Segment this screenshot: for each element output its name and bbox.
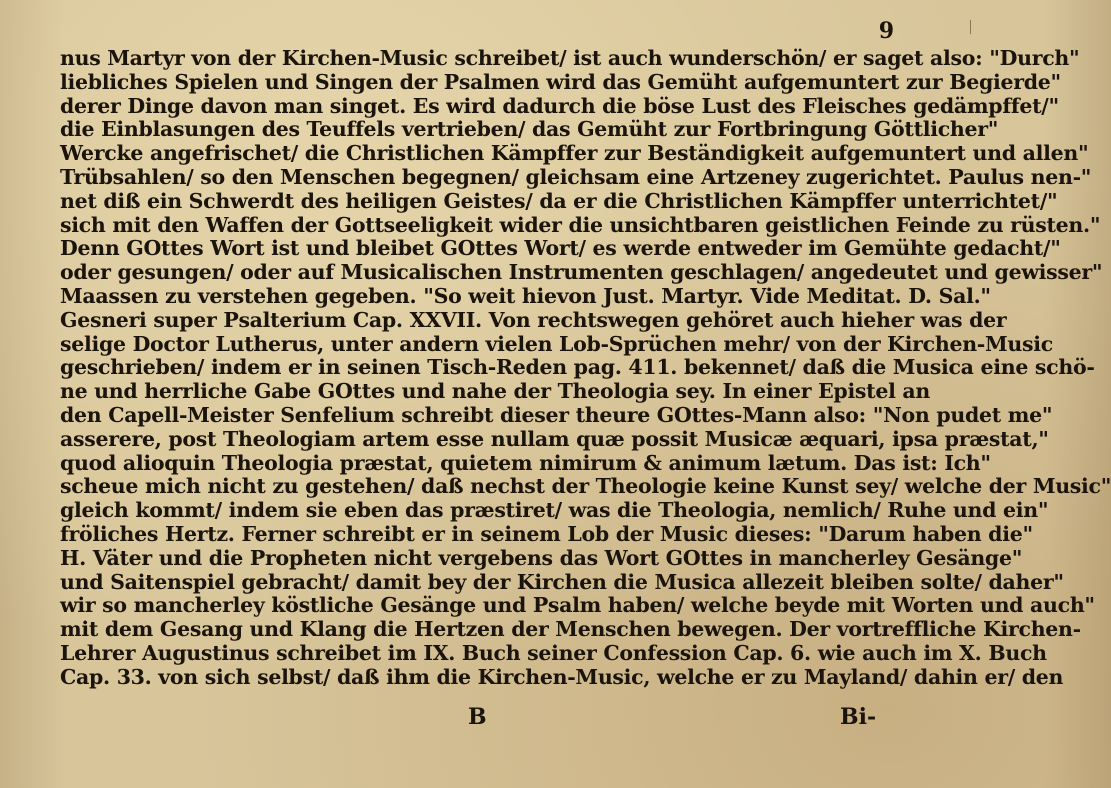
text-line: asserere, post Theologiam artem esse nullam quæ possit Musicæ æquari, ipsa præstat," — [60, 426, 1049, 451]
text-line: oder gesungen/ oder auf Musicalischen Instrumenten geschlagen/ angedeutet und gewisser" — [60, 260, 1103, 285]
text-line: scheue mich nicht zu gestehen/ daß nechst der Theologie keine Kunst sey/ welche der Music" — [60, 474, 1111, 499]
text-line: Maassen zu verstehen gegeben. "So weit hievon Just. Martyr. Vide Meditat. D. Sal." — [60, 284, 991, 308]
text-line: Cap. 33. von sich selbst/ daß ihm die Kirchen-Music, welche er zu Mayland/ dahin er/ den — [60, 664, 1064, 689]
text-line: sich mit den Waffen der Gottseeligkeit wider die unsichtbaren geistlichen Feinde zu rüsten." — [60, 212, 1101, 237]
text-line: Trübsahlen/ so den Menschen begegnen/ gleichsam eine Artzeney zugerichtet. Paulus nen-" — [60, 165, 1092, 189]
text-line: H. Väter und die Propheten nicht vergebens das Wort GOttes in mancherley Gesänge" — [60, 545, 1023, 570]
text-line: net diß ein Schwerdt des heiligen Geistes/ da er die Christlichen Kämpffer unterrichtet/" — [60, 188, 1058, 213]
page-footer — [0, 704, 1000, 744]
text-line: fröliches Hertz. Ferner schreibt er in seinem Lob der Music dieses: "Darum haben die" — [60, 522, 1033, 546]
margin-mark — [970, 20, 971, 34]
text-line: die Einblasungen des Teuffels vertrieben/ das Gemüht zur Fortbringung Göttlicher" — [60, 117, 999, 142]
text-line: Lehrer Augustinus schreibet im IX. Buch seiner Confession Cap. 6. wie auch im X. Buch — [60, 641, 1047, 665]
text-line: liebliches Spielen und Singen der Psalmen wird das Gemüht aufgemuntert zur Begierde" — [60, 69, 1061, 94]
text-line: den Capell-Meister Senfelium schreibt dieser theure GOttes-Mann also: "Non pudet me" — [60, 403, 1053, 427]
text-line: gleich kommt/ indem sie eben das præstiret/ was die Theologia, nemlich/ Ruhe und ein" — [60, 498, 1049, 523]
text-line: und Saitenspiel gebracht/ damit bey der Kirchen die Musica allezeit bleiben solte/ daher" — [60, 569, 1064, 594]
text-line: selige Doctor Lutherus, unter andern vielen Lob-Sprüchen mehr/ von der Kirchen-Music — [60, 331, 1053, 356]
text-line: nus Martyr von der Kirchen-Music schreibet/ ist auch wunderschön/ er saget also: "Durch" — [60, 46, 1080, 70]
text-line: Gesneri super Psalterium Cap. XXVII. Von rechtswegen gehöret auch hieher was der — [60, 307, 1007, 332]
signature-mark: B — [468, 704, 487, 730]
text-line: quod alioquin Theologia præstat, quietem nimirum & animum lætum. Das ist: Ich" — [60, 450, 991, 475]
text-line: Wercke angefrischet/ die Christlichen Kämpffer zur Beständigkeit aufgemuntert und allen" — [60, 141, 1089, 166]
text-line: wir so mancherley köstliche Gesänge und Psalm haben/ welche beyde mit Worten und auch" — [60, 593, 1095, 618]
text-line: Denn GOttes Wort ist und bleibet GOttes Wort/ es werde entweder im Gemühte gedacht/" — [60, 236, 1061, 261]
text-line: derer Dinge davon man singet. Es wird dadurch die böse Lust des Fleisches gedämpffet/" — [60, 93, 1059, 118]
text-line: mit dem Gesang und Klang die Hertzen der Menschen bewegen. Der vortreffliche Kirchen- — [60, 617, 1081, 642]
page-number: 9 — [878, 18, 894, 44]
text-line: geschrieben/ indem er in seinen Tisch-Reden pag. 411. bekennet/ daß die Musica eine schö- — [60, 355, 1095, 380]
text-line: ne und herrliche Gabe GOttes und nahe der Theologia sey. In einer Epistel an — [60, 379, 931, 404]
catchword: Bi- — [840, 704, 877, 730]
